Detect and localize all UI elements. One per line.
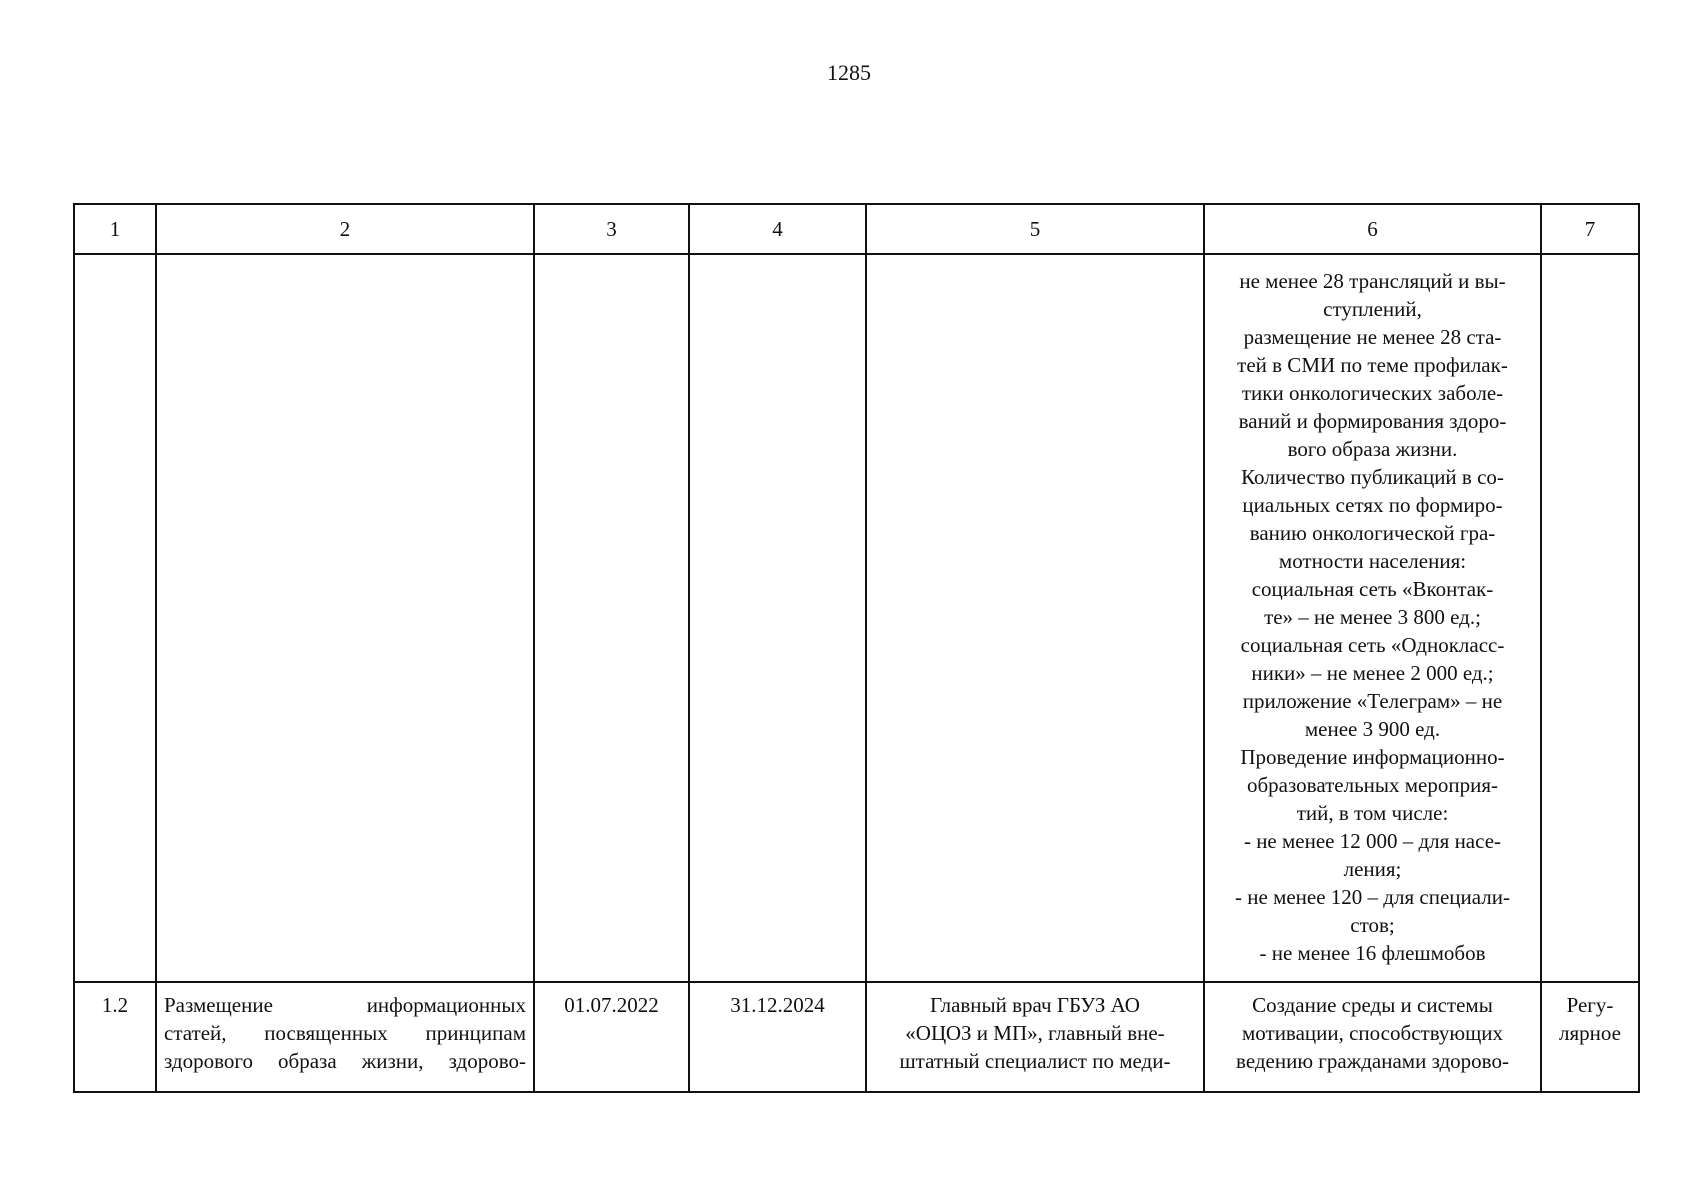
description-line: статей, посвященных принципам (164, 1021, 526, 1045)
cont-col-5 (866, 254, 1204, 982)
indicator-line: тей в СМИ по теме профилак- (1237, 353, 1508, 377)
periodicity-line: лярное (1559, 1021, 1621, 1045)
indicator-line: тий, в том числе: (1296, 801, 1449, 825)
description-line: Размещение информационных (164, 993, 526, 1017)
indicator-line: приложение «Телеграм» – не (1242, 689, 1503, 713)
responsible-person (866, 982, 1204, 1092)
indicator-line: вого образа жизни. (1287, 437, 1458, 461)
periodicity-line: Регу- (1566, 993, 1614, 1017)
measures-table (73, 203, 1640, 1093)
start-date: 01.07.2022 (534, 982, 689, 1092)
indicator-line: социальная сеть «Вконтак- (1251, 577, 1494, 601)
result-line: мотивации, способствующих (1242, 1021, 1503, 1045)
indicator-line: ванию онкологической гра- (1249, 521, 1496, 545)
measure-description (156, 982, 534, 1092)
indicator-line: менее 3 900 ед. (1304, 717, 1441, 741)
cont-col-7 (1541, 254, 1639, 982)
indicator-line: размещение не менее 28 ста- (1243, 325, 1502, 349)
indicator-line: образовательных мероприя- (1247, 773, 1498, 797)
cont-col-2 (156, 254, 534, 982)
cont-col-1 (74, 254, 156, 982)
indicator-line: ступлений, (1323, 297, 1422, 321)
indicator-line: те» – не менее 3 800 ед.; (1264, 605, 1481, 629)
indicator-line: стов; (1350, 913, 1395, 937)
indicator-line: циальных сетях по формиро- (1242, 493, 1503, 517)
indicator-line: - не менее 12 000 – для насе- (1243, 829, 1502, 853)
indicator-line: социальная сеть «Однокласс- (1240, 633, 1505, 657)
indicator-line: мотности населения: (1278, 549, 1467, 573)
cont-col-3 (534, 254, 689, 982)
table-row-continuation (74, 254, 1639, 982)
end-date: 31.12.2024 (689, 982, 866, 1092)
page-number: 1285 (827, 60, 871, 85)
result-line: Создание среды и системы (1252, 993, 1493, 1017)
description-line: здорового образа жизни, здорово- (164, 1049, 526, 1073)
header-col-1: 1 (74, 204, 156, 254)
periodicity (1541, 982, 1639, 1092)
header-col-2: 2 (156, 204, 534, 254)
indicator-line: ваний и формирования здоро- (1238, 409, 1507, 433)
row-number: 1.2 (74, 982, 156, 1092)
responsible-line: штатный специалист по меди- (899, 1049, 1171, 1073)
header-col-3: 3 (534, 204, 689, 254)
indicator-line: Проведение информационно- (1240, 745, 1505, 769)
cont-col-4 (689, 254, 866, 982)
header-col-4: 4 (689, 204, 866, 254)
table-row-1-2 (74, 982, 1639, 1092)
indicator-line: ления; (1343, 857, 1402, 881)
header-row (74, 204, 1639, 254)
responsible-line: «ОЦОЗ и МП», главный вне- (905, 1021, 1165, 1045)
responsible-line: Главный врач ГБУЗ АО (930, 993, 1140, 1017)
cont-col-6-indicators (1204, 254, 1541, 982)
indicator-line: не менее 28 трансляций и вы- (1239, 269, 1506, 293)
indicator-line: - не менее 120 – для специали- (1235, 885, 1510, 909)
header-col-6: 6 (1204, 204, 1541, 254)
result-line: ведению гражданами здорово- (1236, 1049, 1509, 1073)
indicator-line: ники» – не менее 2 000 ед.; (1251, 661, 1494, 685)
indicator-line: - не менее 16 флешмобов (1259, 941, 1486, 965)
indicator-line: Количество публикаций в со- (1241, 465, 1504, 489)
header-col-5: 5 (866, 204, 1204, 254)
indicator-line: тики онкологических заболе- (1241, 381, 1504, 405)
header-col-7: 7 (1541, 204, 1639, 254)
expected-result (1204, 982, 1541, 1092)
